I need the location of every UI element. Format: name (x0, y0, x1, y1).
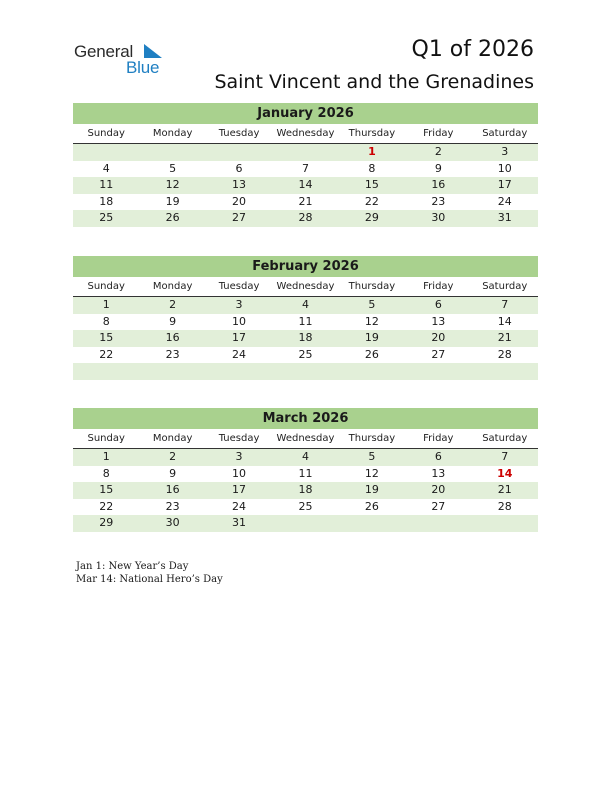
date-cell: 11 (99, 178, 114, 192)
date-cell (206, 532, 272, 549)
date-cell: 18 (99, 194, 114, 208)
weekday-label: Friday (423, 128, 454, 139)
weekday-label: Monday (152, 128, 193, 139)
date-cell: 4 (102, 161, 110, 175)
weekday-label: Wednesday (276, 433, 335, 444)
week-row (73, 380, 538, 397)
month-calendar (73, 408, 538, 549)
date-cell: 13 (431, 314, 446, 328)
date-cell: 15 (364, 178, 379, 192)
weekday-label: Friday (423, 433, 454, 444)
week-row (73, 499, 538, 516)
date-cell: 3 (235, 450, 243, 463)
date-cell: 22 (99, 499, 114, 513)
date-cell (405, 363, 471, 380)
logo-text-general: General (74, 42, 134, 61)
week-row (73, 161, 538, 178)
date-cell: 28 (298, 211, 313, 225)
date-cell (272, 380, 338, 397)
weekday-label: Saturday (482, 433, 528, 444)
date-cell: 12 (364, 466, 379, 480)
date-cell: 6 (235, 161, 243, 175)
date-cell (339, 380, 405, 397)
date-cell: 29 (99, 516, 114, 530)
date-cell: 28 (497, 499, 512, 513)
date-cell: 26 (364, 347, 379, 361)
date-cell (272, 363, 338, 380)
date-cell: 19 (165, 194, 180, 208)
week-row (73, 314, 538, 331)
date-cell: 26 (165, 211, 180, 225)
date-cell (139, 532, 205, 549)
date-cell (339, 515, 405, 532)
week-row (73, 347, 538, 364)
week-row (73, 449, 538, 466)
date-cell (206, 363, 272, 380)
weekday-label: Saturday (482, 128, 528, 139)
date-cell (472, 515, 538, 532)
date-cell: 21 (497, 331, 512, 345)
weekday-label: Tuesday (218, 128, 260, 139)
date-cell: 5 (368, 450, 376, 463)
date-cell: 2 (434, 145, 442, 158)
date-cell: 22 (364, 194, 379, 208)
weekday-header-row (73, 124, 538, 144)
weekday-label: Tuesday (218, 433, 260, 444)
date-cell (272, 532, 338, 549)
date-cell: 29 (364, 211, 379, 225)
week-row (73, 363, 538, 380)
date-cell: 22 (99, 347, 114, 361)
date-cell: 27 (232, 211, 247, 225)
weekday-label: Monday (152, 433, 193, 444)
date-cell: 12 (364, 314, 379, 328)
weekday-header-row (73, 277, 538, 297)
weekday-label: Thursday (348, 433, 396, 444)
date-cell: 21 (298, 194, 313, 208)
date-cell (73, 363, 139, 380)
date-cell: 9 (434, 161, 442, 175)
date-cell: 19 (364, 331, 379, 345)
date-cell: 20 (232, 194, 247, 208)
month-calendar (73, 103, 538, 244)
date-cell: 6 (434, 450, 442, 463)
date-cell: 17 (232, 483, 247, 497)
date-cell: 6 (434, 298, 442, 311)
weekday-label: Sunday (87, 433, 125, 444)
weekday-label: Thursday (348, 128, 396, 139)
date-cell (139, 363, 205, 380)
week-row (73, 177, 538, 194)
date-cell: 4 (301, 298, 309, 311)
date-cell (73, 380, 139, 397)
week-row (73, 227, 538, 244)
date-cell: 12 (165, 178, 180, 192)
week-row (73, 532, 538, 549)
holiday-note: Mar 14: National Hero’s Day (76, 574, 223, 585)
week-row (73, 194, 538, 211)
weekday-label: Friday (423, 281, 454, 292)
month-header: January 2026 (73, 103, 538, 124)
date-cell (405, 532, 471, 549)
general-blue-logo (74, 42, 174, 78)
date-cell (272, 144, 338, 161)
date-cell: 23 (165, 499, 180, 513)
date-cell (405, 380, 471, 397)
date-cell (73, 227, 139, 244)
date-cell: 5 (368, 298, 376, 311)
date-cell: 31 (232, 516, 247, 530)
date-cell (472, 532, 538, 549)
date-cell (472, 363, 538, 380)
date-cell (206, 380, 272, 397)
weekday-label: Thursday (348, 281, 396, 292)
date-cell: 8 (368, 161, 376, 175)
date-cell: 25 (298, 347, 313, 361)
date-cell: 11 (298, 466, 313, 480)
date-cell (339, 227, 405, 244)
week-row (73, 466, 538, 483)
date-cell: 25 (99, 211, 114, 225)
date-cell: 23 (165, 347, 180, 361)
holiday-note: Jan 1: New Year’s Day (76, 561, 189, 572)
date-cell (405, 515, 471, 532)
date-cell: 7 (301, 161, 309, 175)
date-cell (139, 144, 205, 161)
month-header: March 2026 (73, 408, 538, 429)
date-cell: 30 (431, 211, 446, 225)
date-cell: 8 (102, 314, 110, 328)
date-cell: 1 (102, 298, 110, 311)
weekday-label: Wednesday (276, 128, 335, 139)
date-cell: 14 (298, 178, 313, 192)
date-cell (339, 363, 405, 380)
date-cell: 19 (364, 483, 379, 497)
weekday-label: Sunday (87, 281, 125, 292)
date-cell: 2 (169, 298, 177, 311)
date-cell: 3 (501, 145, 509, 158)
date-cell: 17 (497, 178, 512, 192)
date-cell: 17 (232, 331, 247, 345)
week-row (73, 482, 538, 499)
date-cell: 23 (431, 194, 446, 208)
date-cell: 9 (169, 314, 177, 328)
date-cell: 16 (431, 178, 446, 192)
date-cell: 7 (501, 298, 509, 311)
weekday-label: Monday (152, 281, 193, 292)
date-cell: 9 (169, 466, 177, 480)
date-cell (272, 227, 338, 244)
holiday-date-cell: 1 (368, 145, 376, 158)
date-cell (472, 380, 538, 397)
date-cell: 15 (99, 331, 114, 345)
date-cell: 10 (232, 466, 247, 480)
weekday-header-row (73, 429, 538, 449)
weekday-label: Tuesday (218, 281, 260, 292)
week-row (73, 210, 538, 227)
date-cell: 8 (102, 466, 110, 480)
date-cell (139, 380, 205, 397)
date-cell: 24 (232, 499, 247, 513)
month-header: February 2026 (73, 256, 538, 277)
date-cell (206, 144, 272, 161)
date-cell (139, 227, 205, 244)
date-cell: 20 (431, 331, 446, 345)
date-cell: 3 (235, 298, 243, 311)
date-cell: 25 (298, 499, 313, 513)
date-cell: 10 (232, 314, 247, 328)
date-cell: 5 (169, 161, 177, 175)
date-cell: 16 (165, 331, 180, 345)
date-cell: 7 (501, 450, 509, 463)
date-cell: 18 (298, 331, 313, 345)
logo-text-blue: Blue (126, 58, 160, 77)
date-cell (272, 515, 338, 532)
week-row (73, 515, 538, 532)
page-title: Q1 of 2026 (411, 37, 534, 62)
date-cell: 24 (497, 194, 512, 208)
date-cell: 13 (431, 466, 446, 480)
date-cell: 24 (232, 347, 247, 361)
date-cell (405, 227, 471, 244)
date-cell (339, 532, 405, 549)
holiday-notes (76, 560, 223, 586)
date-cell: 13 (232, 178, 247, 192)
weekday-label: Saturday (482, 281, 528, 292)
date-cell: 14 (497, 314, 512, 328)
week-row (73, 297, 538, 314)
date-cell: 27 (431, 499, 446, 513)
date-cell: 20 (431, 483, 446, 497)
date-cell: 21 (497, 483, 512, 497)
weekday-label: Sunday (87, 128, 125, 139)
date-cell: 31 (497, 211, 512, 225)
month-calendar (73, 256, 538, 397)
date-cell: 26 (364, 499, 379, 513)
date-cell: 4 (301, 450, 309, 463)
date-cell: 11 (298, 314, 313, 328)
date-cell (206, 227, 272, 244)
holiday-date-cell: 14 (497, 466, 513, 480)
date-cell: 10 (497, 161, 512, 175)
date-cell: 2 (169, 450, 177, 463)
weekday-label: Wednesday (276, 281, 335, 292)
date-cell: 27 (431, 347, 446, 361)
date-cell (73, 144, 139, 161)
date-cell: 15 (99, 483, 114, 497)
date-cell: 28 (497, 347, 512, 361)
week-row (73, 144, 538, 161)
week-row (73, 330, 538, 347)
date-cell (472, 227, 538, 244)
date-cell: 16 (165, 483, 180, 497)
date-cell: 1 (102, 450, 110, 463)
date-cell (73, 532, 139, 549)
page-subtitle: Saint Vincent and the Grenadines (214, 71, 534, 93)
date-cell: 30 (165, 516, 180, 530)
date-cell: 18 (298, 483, 313, 497)
